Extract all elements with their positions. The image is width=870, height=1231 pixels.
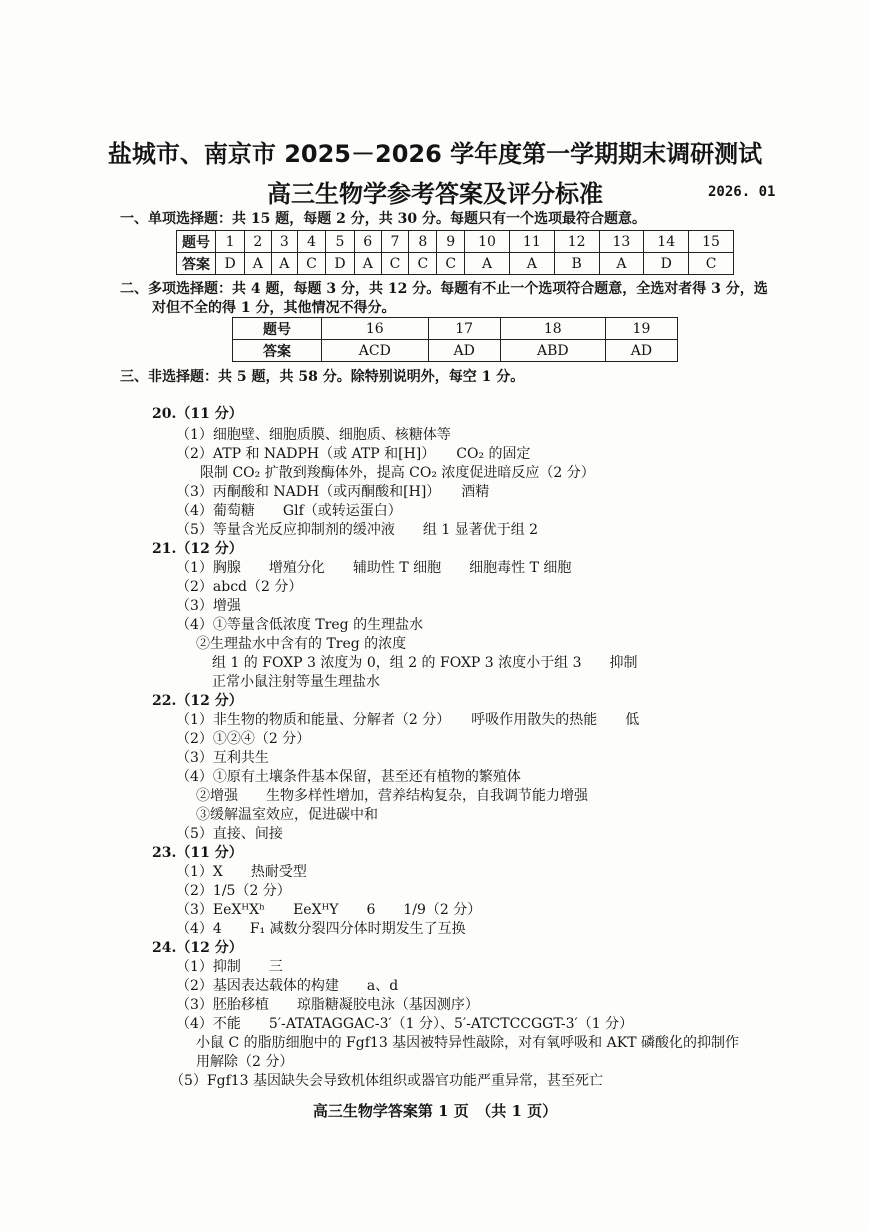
section3-heading: 三、非选择题：共 5 题，共 58 分。除特别说明外，每空 1 分。 [120,369,525,385]
answer-cell: A [465,253,510,275]
question-number-cell: 16 [322,318,429,340]
question-number-cell: 9 [437,231,465,253]
answer-cell: D [325,253,354,275]
answer-line: （1）胸腺 增殖分化 辅助性 T 细胞 细胞毒性 T 细胞 [176,560,572,576]
answer-cell: C [298,253,326,275]
answer-cell: C [381,253,409,275]
answer-line: （4）①原有土壤条件基本保留，甚至还有植物的繁殖体 [176,769,521,785]
answer-line: （1）细胞壁、细胞质膜、细胞质、核糖体等 [176,427,451,443]
question-number-cell: 15 [689,231,734,253]
question-heading: 23.（11 分） [152,845,243,861]
answer-line: 小鼠 C 的脂肪细胞中的 Fgf13 基因被特异性敲除，对有氧呼吸和 AKT 磷酸化的抑制作 [196,1035,739,1051]
answer-cell: ACD [322,340,429,362]
answer-line: （1）抑制 三 [176,959,283,975]
answer-line: （3）互利共生 [176,750,269,766]
answer-cell: D [216,253,245,275]
answer-line: （4）不能 5′-ATATAGGAC-3′（1 分）、5′-ATCTCCGGT-3′（1 分） [176,1016,634,1032]
question-number-cell: 1 [216,231,245,253]
answer-line: 组 1 的 FOXP 3 浓度为 0，组 2 的 FOXP 3 浓度小于组 3 抑制 [212,655,638,671]
answer-line: （2）1/5（2 分） [176,883,291,899]
question-number-cell: 11 [509,231,554,253]
question-number-cell: 5 [325,231,354,253]
answer-line: （3）增强 [176,598,241,614]
answer-line: （3）丙酮酸和 NADH（或丙酮酸和[H]） 酒精 [176,484,490,500]
question-heading: 24.（12 分） [152,940,243,956]
answer-cell: A [599,253,644,275]
answer-cell: A [271,253,297,275]
answer-line: ②增强 生物多样性增加，营养结构复杂，自我调节能力增强 [196,788,588,804]
question-number-cell: 18 [500,318,605,340]
answer-line: （3）胚胎移植 琼脂糖凝胶电泳（基因测序） [176,997,479,1013]
table-row-label: 题号 [233,318,322,340]
document-subtitle: 高三生物学参考答案及评分标准 [267,180,603,208]
question-number-cell: 7 [381,231,409,253]
answer-cell: AD [605,340,677,362]
answer-cell: C [409,253,437,275]
question-number-cell: 17 [428,318,500,340]
question-number-cell: 14 [644,231,689,253]
table-row-label: 答案 [177,253,216,275]
document-title: 盐城市、南京市 2025－2026 学年度第一学期期末调研测试 [107,140,763,168]
answer-line: （3）EeXᴴXʰ EeXᴴY 6 1/9（2 分） [176,902,482,918]
multiple-choice-answer-table [232,317,678,362]
section1-heading: 一、单项选择题：共 15 题，每题 2 分，共 30 分。每题只有一个选项最符合题意。 [120,211,646,227]
question-heading: 22.（12 分） [152,693,243,709]
question-number-cell: 3 [271,231,297,253]
answer-line: （5）直接、间接 [176,826,283,842]
question-number-cell: 19 [605,318,677,340]
single-choice-answer-table [176,230,734,275]
section2-heading-line1: 二、多项选择题：共 4 题，每题 3 分，共 12 分。每题有不止一个选项符合题意，全选对者得 3 分，选 [120,281,768,297]
answer-line: （2）abcd（2 分） [176,579,303,595]
question-heading: 20.（11 分） [152,406,243,422]
answer-line: ③缓解温室效应，促进碳中和 [196,807,378,823]
question-number-cell: 4 [298,231,326,253]
question-number-cell: 10 [465,231,510,253]
answer-line: （2）ATP 和 NADPH（或 ATP 和[H]） CO₂ 的固定 [176,446,531,462]
answer-line: （4）葡萄糖 Glf（或转运蛋白） [176,503,402,519]
answer-line: 正常小鼠注射等量生理盐水 [212,674,380,690]
answer-line: （2）①②④（2 分） [176,731,311,747]
answer-line: （5）等量含光反应抑制剂的缓冲液 组 1 显著优于组 2 [176,522,539,538]
question-number-cell: 13 [599,231,644,253]
answer-cell: ABD [500,340,605,362]
table-row-label: 题号 [177,231,216,253]
answer-cell: A [355,253,381,275]
answer-line: 用解除（2 分） [196,1054,294,1070]
question-number-cell: 12 [554,231,599,253]
question-number-cell: 2 [245,231,271,253]
table-row-label: 答案 [233,340,322,362]
answer-line: （2）基因表达载体的构建 a、d [176,978,399,994]
answer-cell: B [554,253,599,275]
answer-line: （4）①等量含低浓度 Treg 的生理盐水 [176,617,424,633]
page-footer: 高三生物学答案第 1 页 （共 1 页） [312,1102,558,1120]
question-heading: 21.（12 分） [152,541,243,557]
answer-line: ②生理盐水中含有的 Treg 的浓度 [196,636,407,652]
answer-cell: AD [428,340,500,362]
answer-cell: C [437,253,465,275]
question-number-cell: 8 [409,231,437,253]
answer-cell: D [644,253,689,275]
answer-line: （5）Fgf13 基因缺失会导致机体组织或器官功能严重异常，甚至死亡 [170,1073,604,1089]
answer-cell: C [689,253,734,275]
answer-line: （4）4 F₁ 减数分裂四分体时期发生了互换 [176,921,466,937]
answer-cell: A [245,253,271,275]
answer-line: 限制 CO₂ 扩散到羧酶体外，提高 CO₂ 浓度促进暗反应（2 分） [200,465,595,481]
section2-heading-line2: 对但不全的得 1 分，其他情况不得分。 [152,300,396,316]
question-number-cell: 6 [355,231,381,253]
answer-line: （1）X 热耐受型 [176,864,307,880]
document-date: 2026. 01 [708,184,776,200]
answer-cell: A [509,253,554,275]
answer-line: （1）非生物的物质和能量、分解者（2 分） 呼吸作用散失的热能 低 [176,712,640,728]
